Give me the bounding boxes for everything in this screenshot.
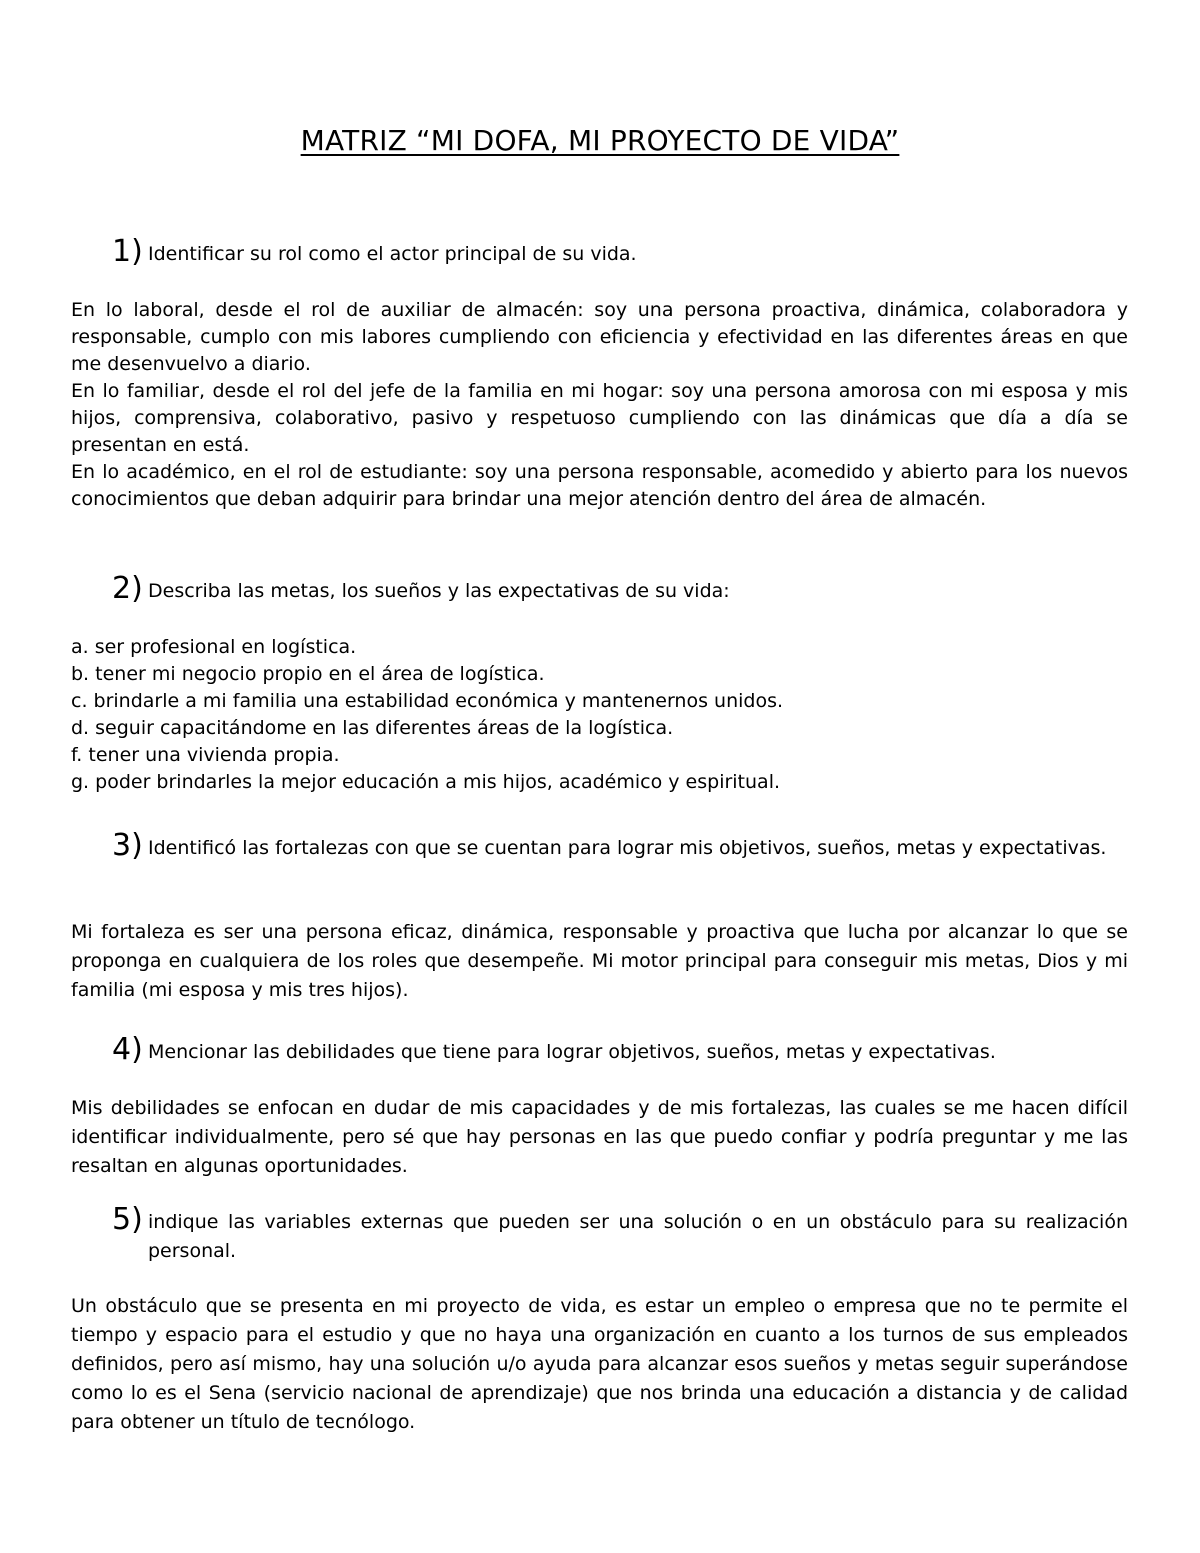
goals-list [71, 634, 1128, 796]
question-1-text: Identificar su rol como el actor principal de su vida. [148, 243, 637, 265]
question-2-text: Describa las metas, los sueños y las expectativas de su vida: [148, 580, 730, 602]
question-2 [112, 571, 1128, 606]
answer-3-text: Mi fortaleza es ser una persona eficaz, dinámica, responsable y proactiva que lucha por alcanzar lo que se proponga en cualquiera de los roles que desempeñe. Mi motor principal para conseguir mis metas, Dios y mi familia (mi esposa y mis tres hijos). [71, 921, 1128, 1001]
question-2-number: 2) [112, 571, 143, 606]
list-item: a. ser profesional en logística. [71, 636, 357, 658]
answer-1-laboral: En lo laboral, desde el rol de auxiliar de almacén: soy una persona proactiva, dinámica, colaboradora y responsable, cumplo con mis labores cumpliendo con eficiencia y efectividad en las diferentes áreas en que me desenvuelvo a diario. [71, 299, 1128, 375]
answer-1-academico: En lo académico, en el rol de estudiante: soy una persona responsable, acomedido y abierto para los nuevos conocimientos que deban adquirir para brindar una mejor atención dentro del área de almacén. [71, 461, 1128, 510]
question-3 [112, 828, 1128, 863]
question-1-number: 1) [112, 234, 143, 269]
question-4-number: 4) [112, 1032, 143, 1067]
answer-1 [71, 297, 1128, 513]
question-1 [112, 234, 1128, 269]
answer-5-text: Un obstáculo que se presenta en mi proyecto de vida, es estar un empleo o empresa que no te permite el tiempo y espacio para el estudio y que no haya una organización en cuanto a los turnos de sus empleados definidos, pero así mismo, hay una solución u/o ayuda para alcanzar esos sueños y metas seguir superándose como lo es el Sena (servicio nacional de aprendizaje) que nos brinda una educación a distancia y de calidad para obtener un título de tecnólogo. [71, 1295, 1128, 1433]
answer-4-text: Mis debilidades se enfocan en dudar de mis capacidades y de mis fortalezas, las cuales se me hacen difícil identificar individualmente, pero sé que hay personas en las que puedo confiar y podría preguntar y me las resaltan en algunas oportunidades. [71, 1097, 1128, 1177]
question-5 [112, 1202, 1128, 1266]
question-5-text: indique las variables externas que pueden ser una solución o en un obstáculo para su realización personal. [148, 1211, 1128, 1262]
list-item: g. poder brindarles la mejor educación a mis hijos, académico y espiritual. [71, 771, 781, 793]
answer-3 [71, 918, 1128, 1005]
question-5-number: 5) [112, 1202, 143, 1237]
list-item: b. tener mi negocio propio en el área de logística. [71, 663, 545, 685]
question-3-text: Identificó las fortalezas con que se cuentan para lograr mis objetivos, sueños, metas y expectativas. [148, 837, 1107, 859]
answer-1-familiar: En lo familiar, desde el rol del jefe de la familia en mi hogar: soy una persona amorosa con mi esposa y mis hijos, comprensiva, colaborativo, pasivo y respetuoso cumpliendo con las dinámicas que día a día se presentan en está. [71, 380, 1128, 456]
question-4-text: Mencionar las debilidades que tiene para lograr objetivos, sueños, metas y expectativas. [148, 1041, 996, 1063]
document-title: MATRIZ “MI DOFA, MI PROYECTO DE VIDA” [300, 124, 900, 157]
list-item: c. brindarle a mi familia una estabilidad económica y mantenernos unidos. [71, 690, 784, 712]
answer-5 [71, 1292, 1128, 1437]
answer-4 [71, 1094, 1128, 1181]
list-item: f. tener una vivienda propia. [71, 744, 340, 766]
question-4 [112, 1032, 1128, 1067]
question-3-number: 3) [112, 828, 143, 863]
list-item: d. seguir capacitándome en las diferentes áreas de la logística. [71, 717, 674, 739]
